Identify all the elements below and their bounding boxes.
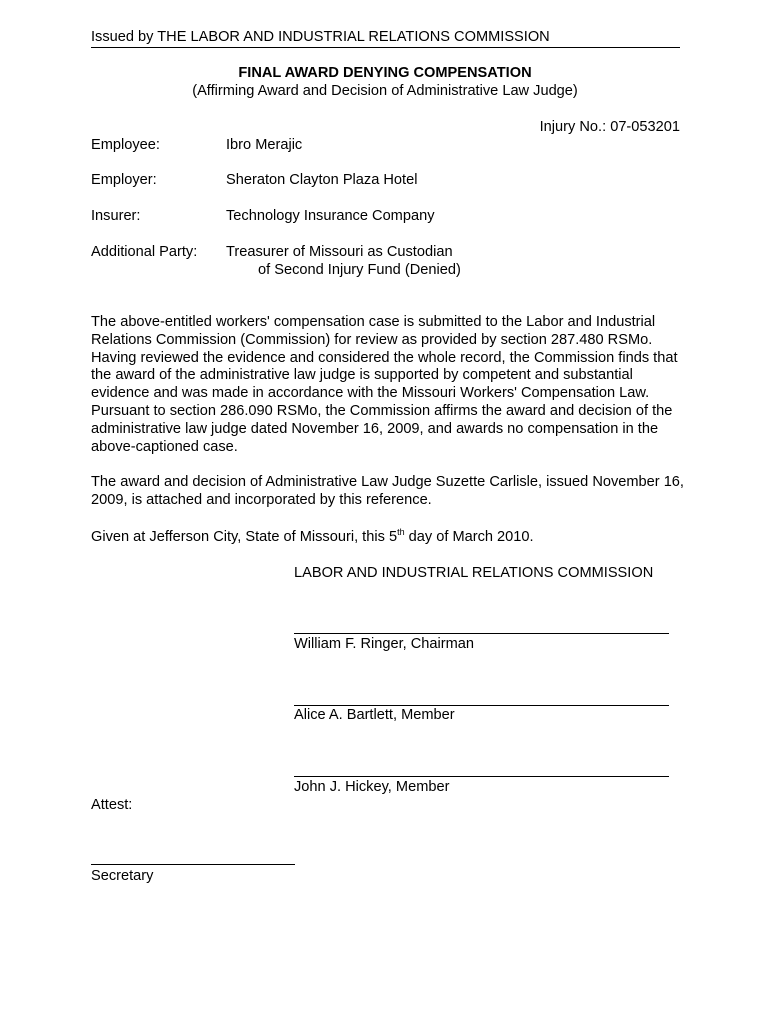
given-superscript: th <box>397 527 405 537</box>
given-suffix: day of March 2010. <box>404 529 534 545</box>
member2-name: John J. Hickey, Member <box>294 779 450 795</box>
award-subtitle: (Affirming Award and Decision of Administrative Law Judge) <box>192 83 578 99</box>
employee-label: Employee: <box>91 137 160 153</box>
injury-number <box>540 118 680 136</box>
employer-value: Sheraton Clayton Plaza Hotel <box>226 172 418 188</box>
decision-paragraph: The above-entitled workers' compensation case is submitted to the Labor and Industrial Relations Commission (Commission) for review as provided by section 287.480 RSMo. Having reviewed the evidence and considered the whole record, the Commission finds that the award of the administrative law judge is supported by competent and substantial evidence and was made in accordance with the Missouri Workers' Compensation Law. Pursuant to section 286.090 RSMo, the Commission affirms the award and decision of the administrative law judge dated November 16, 2009, and awards no compensation in the above-captioned case. <box>91 314 678 455</box>
given-prefix: Given at Jefferson City, State of Missouri, this 5 <box>91 529 398 545</box>
chairman-signature-line <box>294 633 669 634</box>
award-title: FINAL AWARD DENYING COMPENSATION <box>238 65 532 81</box>
injury-number-label: Injury No.: <box>539 119 607 135</box>
incorporation-paragraph: The award and decision of Administrative Law Judge Suzette Carlisle, issued November 16, 2009, is attached and incorporated by this reference. <box>91 474 684 508</box>
insurer-label: Insurer: <box>91 208 141 224</box>
issued-by-header: Issued by THE LABOR AND INDUSTRIAL RELATIONS COMMISSION <box>91 28 680 48</box>
insurer-value: Technology Insurance Company <box>226 208 435 224</box>
attest-label: Attest: <box>91 797 133 813</box>
member1-name: Alice A. Bartlett, Member <box>294 707 455 723</box>
secretary-signature-line <box>91 864 295 865</box>
chairman-name: William F. Ringer, Chairman <box>294 636 475 652</box>
commission-name: LABOR AND INDUSTRIAL RELATIONS COMMISSION <box>294 565 654 581</box>
additional-party-value-line2: of Second Injury Fund (Denied) <box>258 262 461 278</box>
member2-signature-line <box>294 776 669 777</box>
additional-party-label: Additional Party: <box>91 244 198 260</box>
employer-label: Employer: <box>91 172 157 188</box>
given-at-line <box>91 528 534 546</box>
additional-party-value-line1: Treasurer of Missouri as Custodian <box>226 244 453 260</box>
employee-value: Ibro Merajic <box>226 137 303 153</box>
injury-number-value: 07-053201 <box>610 119 680 135</box>
secretary-label: Secretary <box>91 868 154 884</box>
